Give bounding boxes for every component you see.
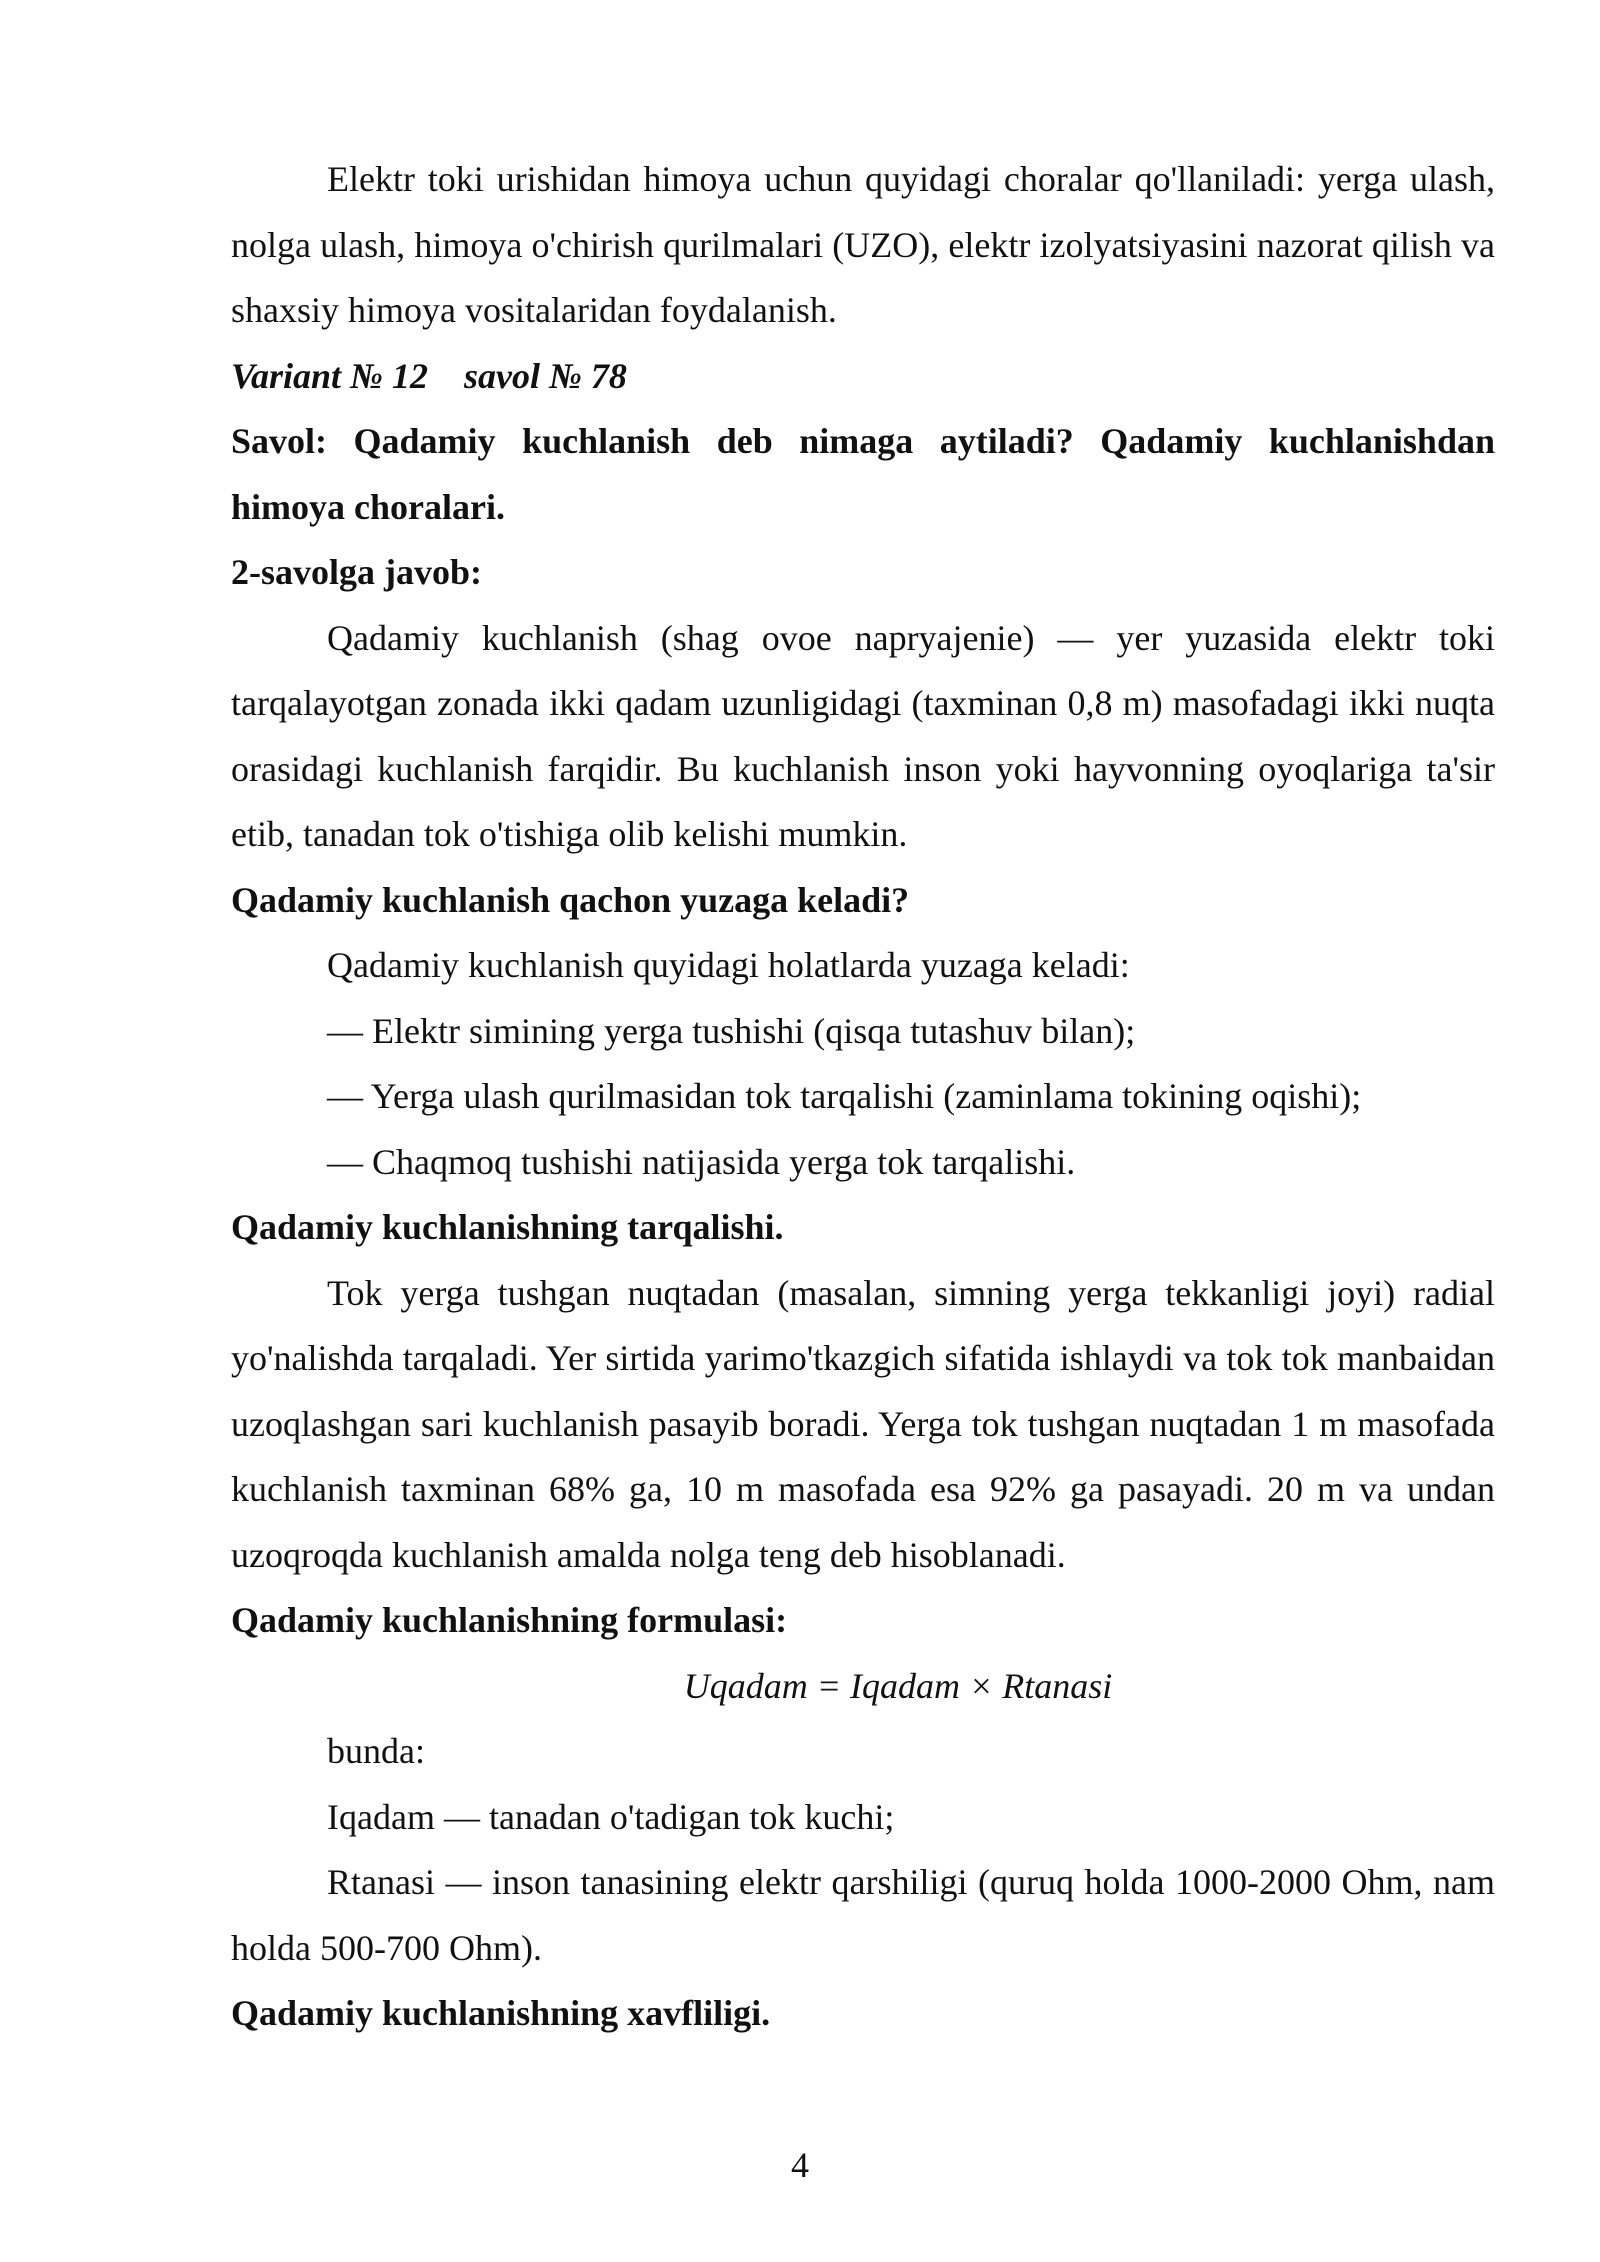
section-heading-spread: Qadamiy kuchlanishning tarqalishi. [231, 1207, 784, 1247]
section-heading-danger: Qadamiy kuchlanishning xavfliligi. [231, 1993, 771, 2033]
bunda-label: bunda: [327, 1731, 425, 1771]
section-heading-formula: Qadamiy kuchlanishning formulasi: [231, 1600, 788, 1640]
list-item: — Chaqmoq tushishi natijasida yerga tok tarqalishi. [327, 1141, 1076, 1182]
iqadam-definition: Iqadam — tanadan o'tadigan tok kuchi; [327, 1796, 895, 1837]
when-intro: Qadamiy kuchlanish quyidagi holatlarda yuzaga keladi: [327, 945, 1130, 985]
formula: Uqadam = Iqadam × Rtanasi [683, 1665, 1113, 1706]
variant-number: Variant № 12 [231, 355, 428, 396]
definition-paragraph: Qadamiy kuchlanish (shag ovoe napryajenie) — yer yuzasida elektr toki tarqalayotgan zonada ikki qadam uzunligidagi (taxminan 0,8 m) masofadagi ikki nuqta orasidagi kuchlanish farqidir. Bu kuchlanish inson yoki hayvonning oyoqlariga ta'sir etib, tanadan tok o'tishiga olib kelishi mumkin. [231, 617, 1495, 854]
list-item: — Elektr simining yerga tushishi (qisqa tutashuv bilan); [327, 1010, 1136, 1051]
intro-paragraph: Elektr toki urishidan himoya uchun quyidagi choralar qo'llaniladi: yerga ulash, nolga ulash, himoya o'chirish qurilmalari (UZO), elektr izolyatsiyasini nazorat qilish va shaxsiy himoya vositalaridan foydalanish. [231, 159, 1495, 330]
spread-paragraph: Tok yerga tushgan nuqtadan (masalan, simning yerga tekkanligi joyi) radial yo'nalishda tarqaladi. Yer sirtida yarimo'tkazgich sifatida ishlaydi va tok tok manbaidan uzoqlashgan sari kuchlanish pasayib boradi. Yerga tok tushgan nuqtadan 1 m masofada kuchlanish taxminan 68% ga, 10 m masofada esa 92% ga pasayadi. 20 m va undan uzoqroqda kuchlanish amalda nolga teng deb hisoblanadi. [231, 1272, 1495, 1575]
savol-number: savol № 78 [464, 355, 627, 396]
question-text: Savol: Qadamiy kuchlanish deb nimaga aytiladi? Qadamiy kuchlanishdan himoya choralari. [231, 421, 1495, 527]
section-heading-when: Qadamiy kuchlanish qachon yuzaga keladi? [231, 879, 910, 920]
page-number: 4 [791, 2145, 809, 2185]
variant-line [231, 344, 1495, 410]
document-page [231, 147, 1495, 2047]
list-item: — Yerga ulash qurilmasidan tok tarqalishi (zaminlama tokining oqishi); [327, 1076, 1362, 1116]
rtanasi-definition: Rtanasi — inson tanasining elektr qarshiligi (quruq holda 1000-2000 Ohm, nam holda 500-700 Ohm). [231, 1862, 1495, 1968]
answer-heading: 2-savolga javob: [231, 552, 482, 592]
